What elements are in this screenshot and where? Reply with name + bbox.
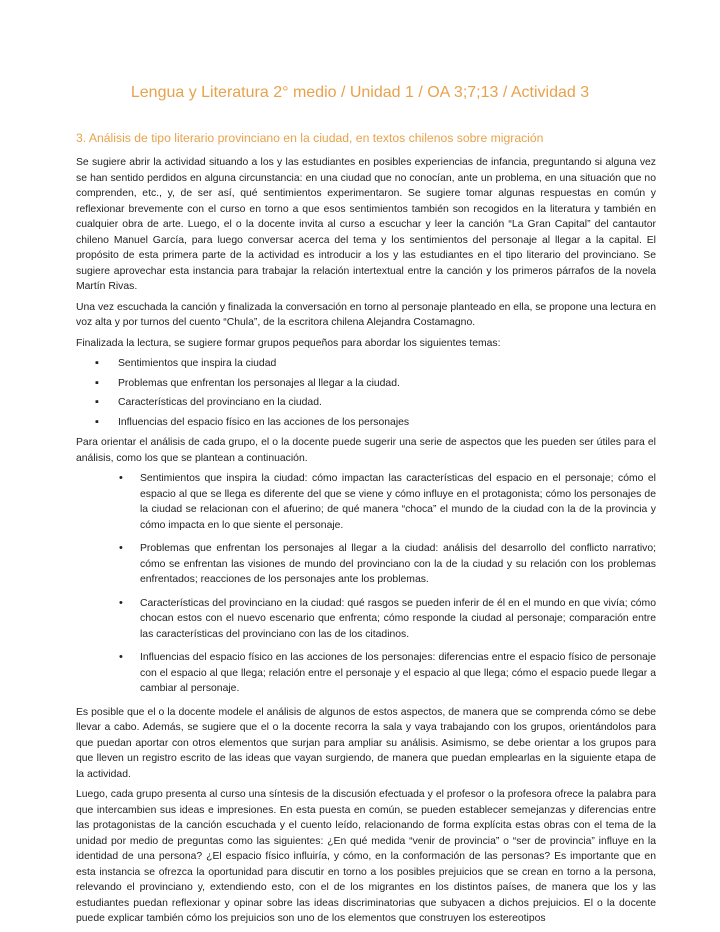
paragraph-intro: Se sugiere abrir la actividad situando a los y las estudiantes en posibles experiencias de infancia, preguntando si alguna vez se han sentido perdidos en alguna circunstancia: en una ciudad que no conocían, ante un problema, en una situación que no comprenden, etc., y, de ser así, qué sentimientos experimentaron. Se sugiere tomar algunas respuestas en común y reflexionar brevemente con el curso en torno a que esos sentimientos también son recogidos en la literatura y también en cualquier obra de arte. Luego, el o la docente invita al curso a escuchar y leer la canción “La Gran Capital” del cantautor chileno Manuel García, para luego conversar acerca del tema y los sentimientos del personaje al llegar a la capital. El propósito de esta primera parte de la actividad es introducir a los y las estudiantes en el tipo literario del provinciano. Se sugiere aprovechar esta instancia para trabajar la relación intertextual entre la canción y los primeros párrafos de la novela Martín Rivas.	[76, 157, 656, 292]
list-item: ▪ Influencias del espacio físico en las acciones de los personajes	[76, 415, 656, 431]
paragraph-modeling: Es posible que el o la docente modele el análisis de algunos de estos aspectos, de manera que se comprenda cómo se debe llevar a cabo. Además, se sugiere que el o la docente recorra la sala y vaya trabajando con los grupos, orientándolos para que puedan aportar con otros elementos que surjan para ampliar su análisis. Asimismo, se debe orientar a los grupos para que lleven un registro escrito de las ideas que vayan surgiendo, de manera que puedan emplearlas en la siguiente etapa de la actividad.	[76, 706, 656, 780]
section-heading: 3. Análisis de tipo literario provinciano en la ciudad, en textos chilenos sobre migración	[76, 131, 544, 145]
list-item: ▪ Sentimientos que inspira la ciudad	[76, 356, 656, 372]
document-title: Lengua y Literatura 2° medio / Unidad 1 / OA 3;7;13 / Actividad 3	[130, 84, 590, 101]
list-item: • Influencias del espacio físico en las acciones de los personajes: diferencias entre el espacio físico de personaje con el espacio al que llega; relación entre el personaje y el espacio al que llega; cómo el espacio puede llegar a cambiar al personaje.	[76, 650, 656, 697]
list-item: ▪ Características del provinciano en la ciudad.	[76, 395, 656, 411]
paragraph-groups: Finalizada la lectura, se sugiere formar grupos pequeños para abordar los siguientes temas:	[76, 337, 501, 349]
list-item: • Sentimientos que inspira la ciudad: cómo impactan las características del espacio en el personaje; cómo el espacio al que se llega es diferente del que se viene y cómo influye en el protagonista; cómo los personajes de la ciudad se relacionan con el afuerino; de qué manera “choca” el mundo de la ciudad con la de la provincia y cómo impacta en lo que siente el personaje.	[76, 471, 656, 533]
paragraph-orientation: Para orientar el análisis de cada grupo, el o la docente puede sugerir una serie de aspectos que les pueden ser útiles para el análisis, como los que se plantean a continuación.	[76, 437, 656, 464]
paragraph-reading: Una vez escuchada la canción y finalizada la conversación en torno al personaje planteado en ella, se propone una lectura en voz alta y por turnos del cuento “Chula”, de la escritora chilena Alejandra Costamagno.	[76, 301, 656, 328]
list-item: • Características del provinciano en la ciudad: qué rasgos se pueden inferir de él en el mundo en que vivía; cómo chocan estos con el nuevo escenario que enfrenta; cómo responde la ciudad al personaje; comparación entre las características del provinciano con las de los citadinos.	[76, 596, 656, 643]
document-body	[76, 130, 656, 932]
aspects-list	[76, 471, 656, 697]
list-item: ▪ Problemas que enfrentan los personajes al llegar a la ciudad.	[76, 376, 656, 392]
paragraph-synthesis: Luego, cada grupo presenta al curso una síntesis de la discusión efectuada y el profesor o la profesora ofrece la palabra para que intercambien sus ideas e impresiones. En esta puesta en común, se pueden establecer semejanzas y diferencias entre las protagonistas de la canción escuchada y el cuento leído, relacionando de forma explícita estas obras con el tema de la unidad por medio de preguntas como las siguientes: ¿En qué medida “venir de provincia” o “ser de provincia” influye en la identidad de una persona? ¿El espacio físico influiría, y cómo, en la conformación de las personas? Es importante que en esta instancia se ofrezca la oportunidad para discutir en torno a los posibles prejuicios que se crean en torno a la persona, relevando el provinciano y, extendiendo esto, con el de los migrantes en los distintos países, de manera que los y las estudiantes puedan reflexionar y opinar sobre las ideas discriminatorias que subyacen a dichos prejuicios. El o la docente puede explicar también cómo los prejuicios son uno de los elementos que construyen los estereotipos	[76, 789, 656, 924]
list-item: • Problemas que enfrentan los personajes al llegar a la ciudad: análisis del desarrollo del conflicto narrativo; cómo se enfrentan las visiones de mundo del provinciano con la de la ciudad y su relación con los problemas enfrentados; reacciones de los personajes ante los problemas.	[76, 541, 656, 588]
topics-list	[76, 356, 656, 430]
